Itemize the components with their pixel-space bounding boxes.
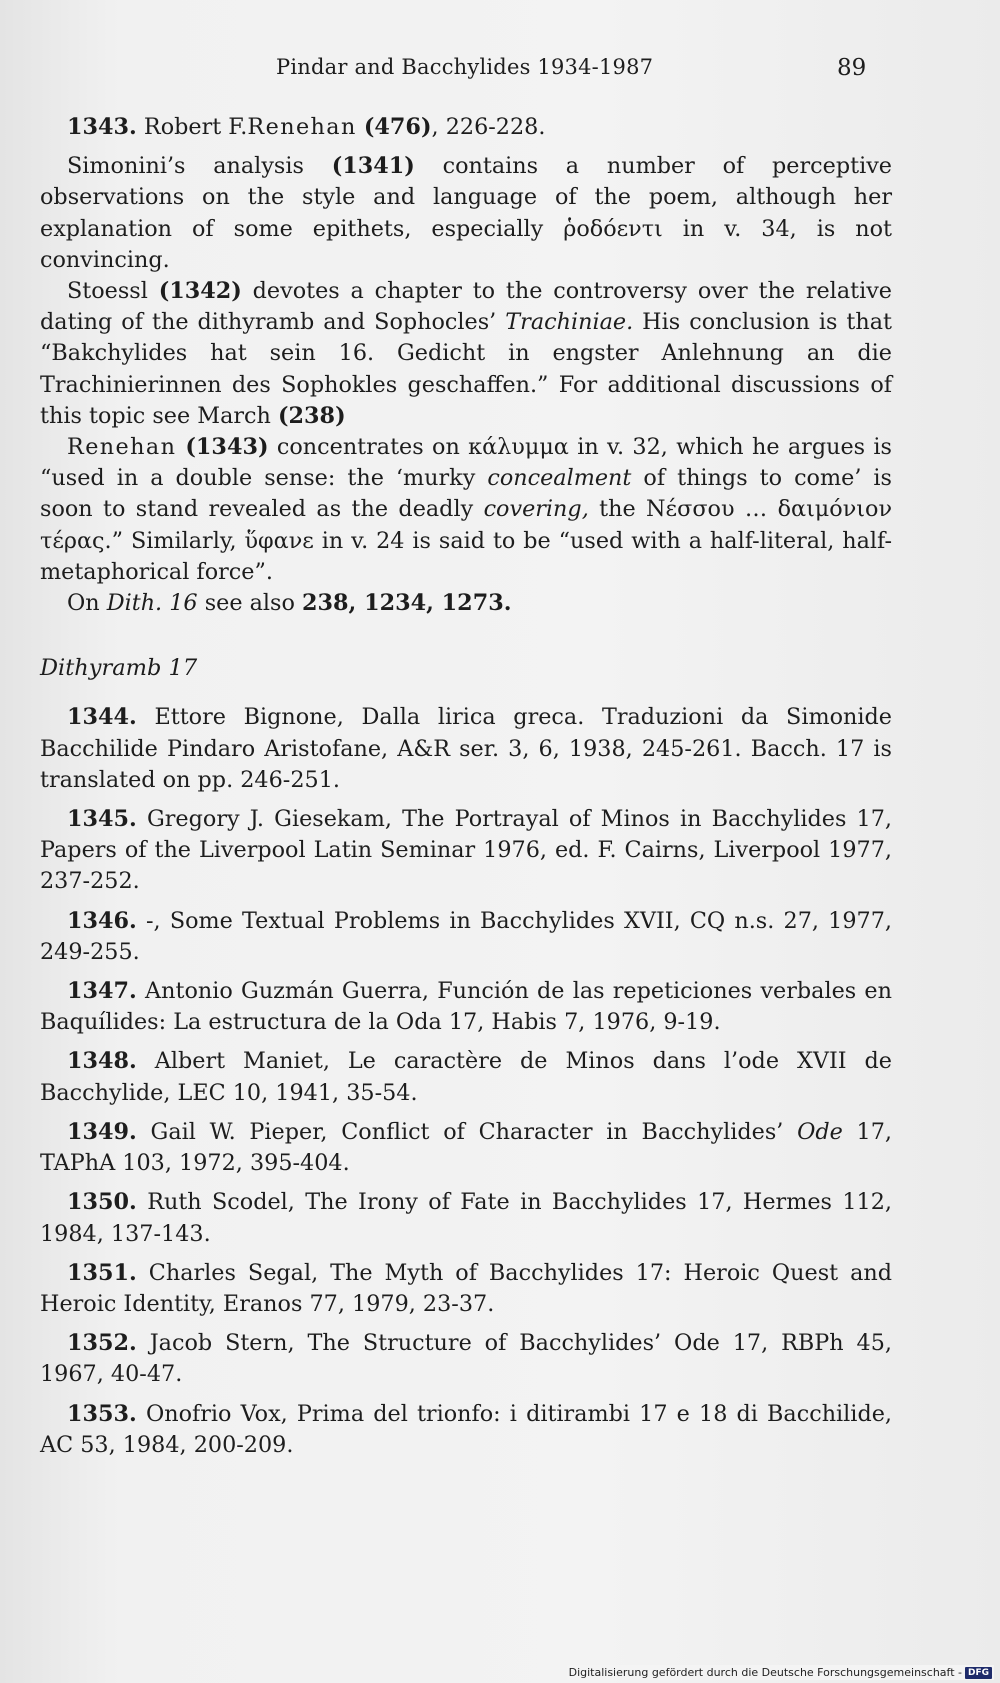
cross-reference: 238, 1234, 1273. — [302, 590, 512, 617]
bibliography-entry: 1349. Gail W. Pieper, Conflict of Character in Bacchylides’ Ode 17, TAPhA 103, 1972, 395-404. — [40, 1118, 892, 1177]
cross-reference: (238) — [277, 402, 346, 429]
bibliography-entry: 1350. Ruth Scodel, The Irony of Fate in Bacchylides 17, Hermes 112, 1984, 137-143. — [40, 1189, 892, 1247]
bibliography-entry: 1347. Antonio Guzmán Guerra, Función de las repeticiones verbales en Baquílides: La estructura de la Oda 17, Habis 7, 1976, 9-19. — [40, 978, 892, 1036]
paragraph-simonini: Simonini’s analysis (1341) contains a number of perceptive observations on the style and language of the poem, although her explanation of some epithets, especially ῥοδόεντι in v. 34, is not convincing. — [40, 153, 892, 273]
section-title: Dithyramb 17 — [40, 655, 198, 682]
bibliography-entry: 1348. Albert Maniet, Le caractère de Minos dans l’ode XVII de Bacchylide, LEC 10, 1941, 35-54. — [40, 1048, 892, 1106]
paragraph-see-also: On Dith. 16 see also 238, 1234, 1273. — [67, 590, 512, 617]
page-number: 89 — [837, 55, 867, 81]
cross-reference: (1343) — [176, 434, 269, 461]
entry-number: 1343. — [67, 114, 137, 140]
running-title: Pindar and Bacchylides 1934-1987 — [276, 55, 654, 79]
cross-reference: (1341) — [331, 153, 415, 180]
bibliography-entry: 1351. Charles Segal, The Myth of Bacchylides 17: Heroic Quest and Heroic Identity, Eranos 77, 1979, 23-37. — [40, 1259, 892, 1317]
author-name: Renehan — [67, 434, 177, 461]
credit-text: Digitalisierung gefördert durch die Deutsche Forschungsgemeinschaft - — [568, 1666, 962, 1679]
digitization-credit — [567, 1665, 994, 1680]
bibliography-entry: 1344. Ettore Bignone, Dalla lirica greca. Traduzioni da Simonide Bacchilide Pindaro Aristofane, A&R ser. 3, 6, 1938, 245-261. Bacch. 17 is translated on pp. 246-251. — [40, 704, 892, 793]
cross-reference: (476) — [363, 114, 432, 140]
paragraph-renehan: Renehan (1343) concentrates on κάλυμμα in v. 32, which he argues is “used in a double sense: the ‘murky concealment of things to come’ is soon to stand revealed as the deadly covering, the Νέσσου … δαιμόνιον τέρας.” Similarly, ὕφανε in v. 24 is said to be “used with a half-literal, half-metaphorical force”. — [40, 434, 893, 585]
work-title: Trachiniae. — [505, 309, 634, 336]
page-header — [0, 55, 1000, 89]
paragraph-stoessl: Stoessl (1342) devotes a chapter to the controversy over the relative dating of the dithyramb and Sophocles’ Trachiniae. His conclusion is that “Bakchylides hat sein 16. Gedicht in engster Anlehnung an die Trachinierinnen des Sophokles geschaffen.” For additional discussions of this topic see March (238) — [40, 278, 893, 429]
bibliography-entry: 1353. Onofrio Vox, Prima del trionfo: i ditirambi 17 e 18 di Bacchilide, AC 53, 1984, 200-209. — [40, 1400, 892, 1458]
dfg-logo: DFG — [965, 1667, 992, 1679]
entry-1343: 1343. Robert F.Renehan (476), 226-228. — [67, 114, 546, 140]
bibliography-entry: 1352. Jacob Stern, The Structure of Bacchylides’ Ode 17, RBPh 45, 1967, 40-47. — [40, 1330, 892, 1388]
bibliography-entry: 1346. -, Some Textual Problems in Bacchylides XVII, CQ n.s. 27, 1977, 249-255. — [40, 907, 892, 965]
author-name: Renehan — [247, 114, 357, 140]
bibliography-entry: 1345. Gregory J. Giesekam, The Portrayal of Minos in Bacchylides 17, Papers of the Liverpool Latin Seminar 1976, ed. F. Cairns, Liverpool 1977, 237-252. — [40, 806, 892, 895]
page-body — [40, 112, 892, 1469]
cross-reference: (1342) — [158, 278, 242, 305]
